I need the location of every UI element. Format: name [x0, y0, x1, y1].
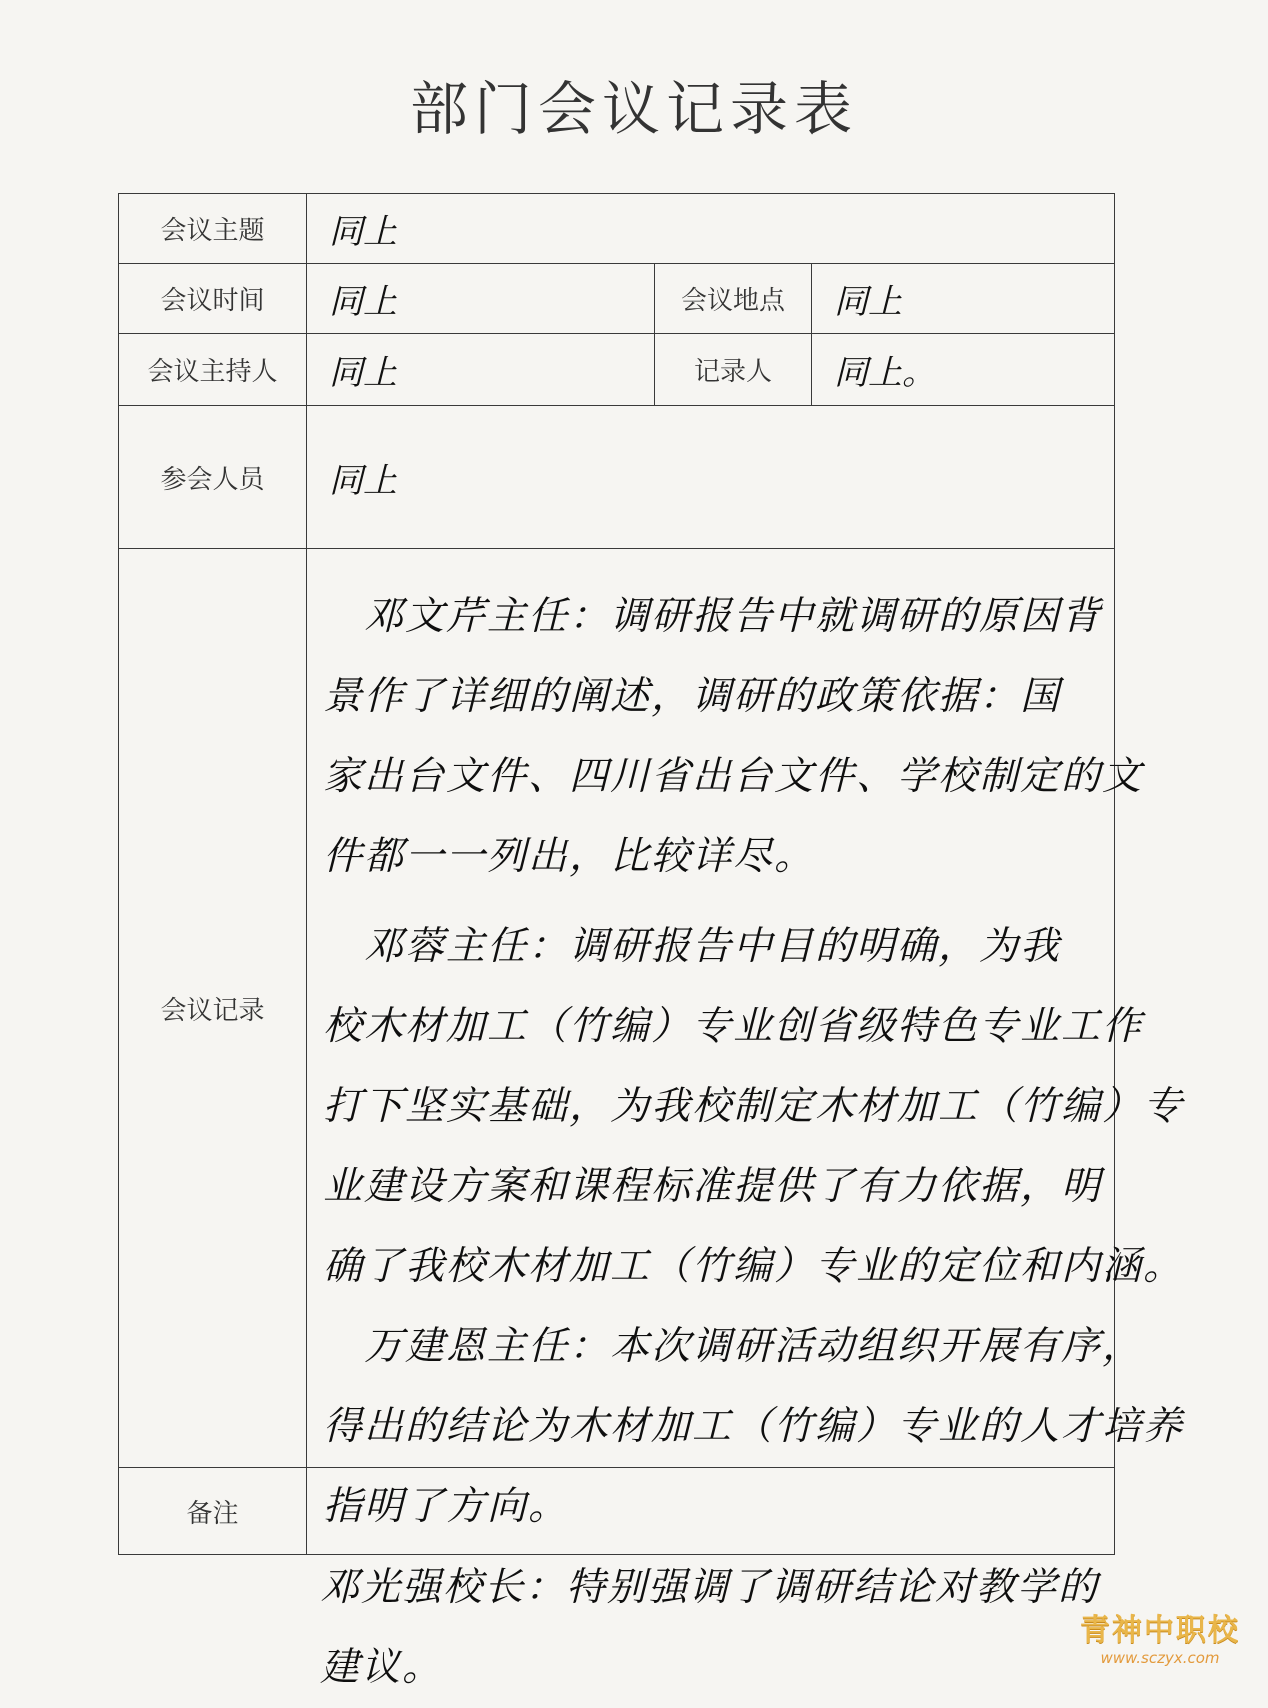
topic-label: 会议主题 — [119, 194, 307, 264]
place-label: 会议地点 — [655, 264, 812, 334]
record-line: 打下坚实基础，为我校制定木材加工（竹编）专 — [323, 1084, 1185, 1129]
page-title: 部门会议记录表 — [409, 75, 858, 143]
meeting-form — [118, 193, 1185, 1555]
record-line: 邓蓉主任：调研报告中目的明确，为我 — [323, 924, 1062, 969]
overflow-line: 邓光强校长：特别强调了调研结论对教学的 — [320, 1565, 1100, 1610]
remarks-label: 备注 — [119, 1468, 307, 1555]
place-value: 同上 — [812, 264, 1115, 334]
recorder-label: 记录人 — [655, 334, 812, 406]
recorder-value: 同上。 — [812, 334, 1115, 406]
record-label: 会议记录 — [119, 549, 307, 1468]
record-line: 得出的结论为木材加工（竹编）专业的人才培养 — [323, 1404, 1185, 1449]
record-line: 家出台文件、四川省出台文件、学校制定的文 — [323, 754, 1144, 799]
record-line: 指明了方向。 — [323, 1484, 570, 1529]
attendees-label: 参会人员 — [119, 406, 307, 549]
host-value: 同上 — [307, 334, 655, 406]
time-label: 会议时间 — [119, 264, 307, 334]
remarks-cell — [307, 1468, 1115, 1555]
topic-value: 同上 — [307, 194, 1115, 264]
record-line: 件都一一列出，比较详尽。 — [323, 834, 816, 879]
record-line: 校木材加工（竹编）专业创省级特色专业工作 — [323, 1004, 1144, 1049]
watermark — [1060, 1605, 1260, 1667]
record-line: 邓文芹主任：调研报告中就调研的原因背 — [323, 594, 1103, 639]
time-value: 同上 — [307, 264, 655, 334]
record-line: 景作了详细的阐述，调研的政策依据：国 — [323, 674, 1062, 719]
watermark-url: www.sczyx.com — [1100, 1649, 1220, 1667]
record-line: 万建恩主任：本次调研活动组织开展有序， — [323, 1324, 1144, 1369]
record-cell — [307, 549, 1185, 1468]
watermark-name: 青神中职校 — [1080, 1613, 1240, 1648]
attendees-value: 同上 — [307, 406, 1115, 549]
overflow-line: 建议。 — [320, 1645, 444, 1690]
record-line: 确了我校木材加工（竹编）专业的定位和内涵。 — [323, 1244, 1185, 1289]
host-label: 会议主持人 — [119, 334, 307, 406]
record-line: 业建设方案和课程标准提供了有力依据，明 — [323, 1164, 1103, 1209]
